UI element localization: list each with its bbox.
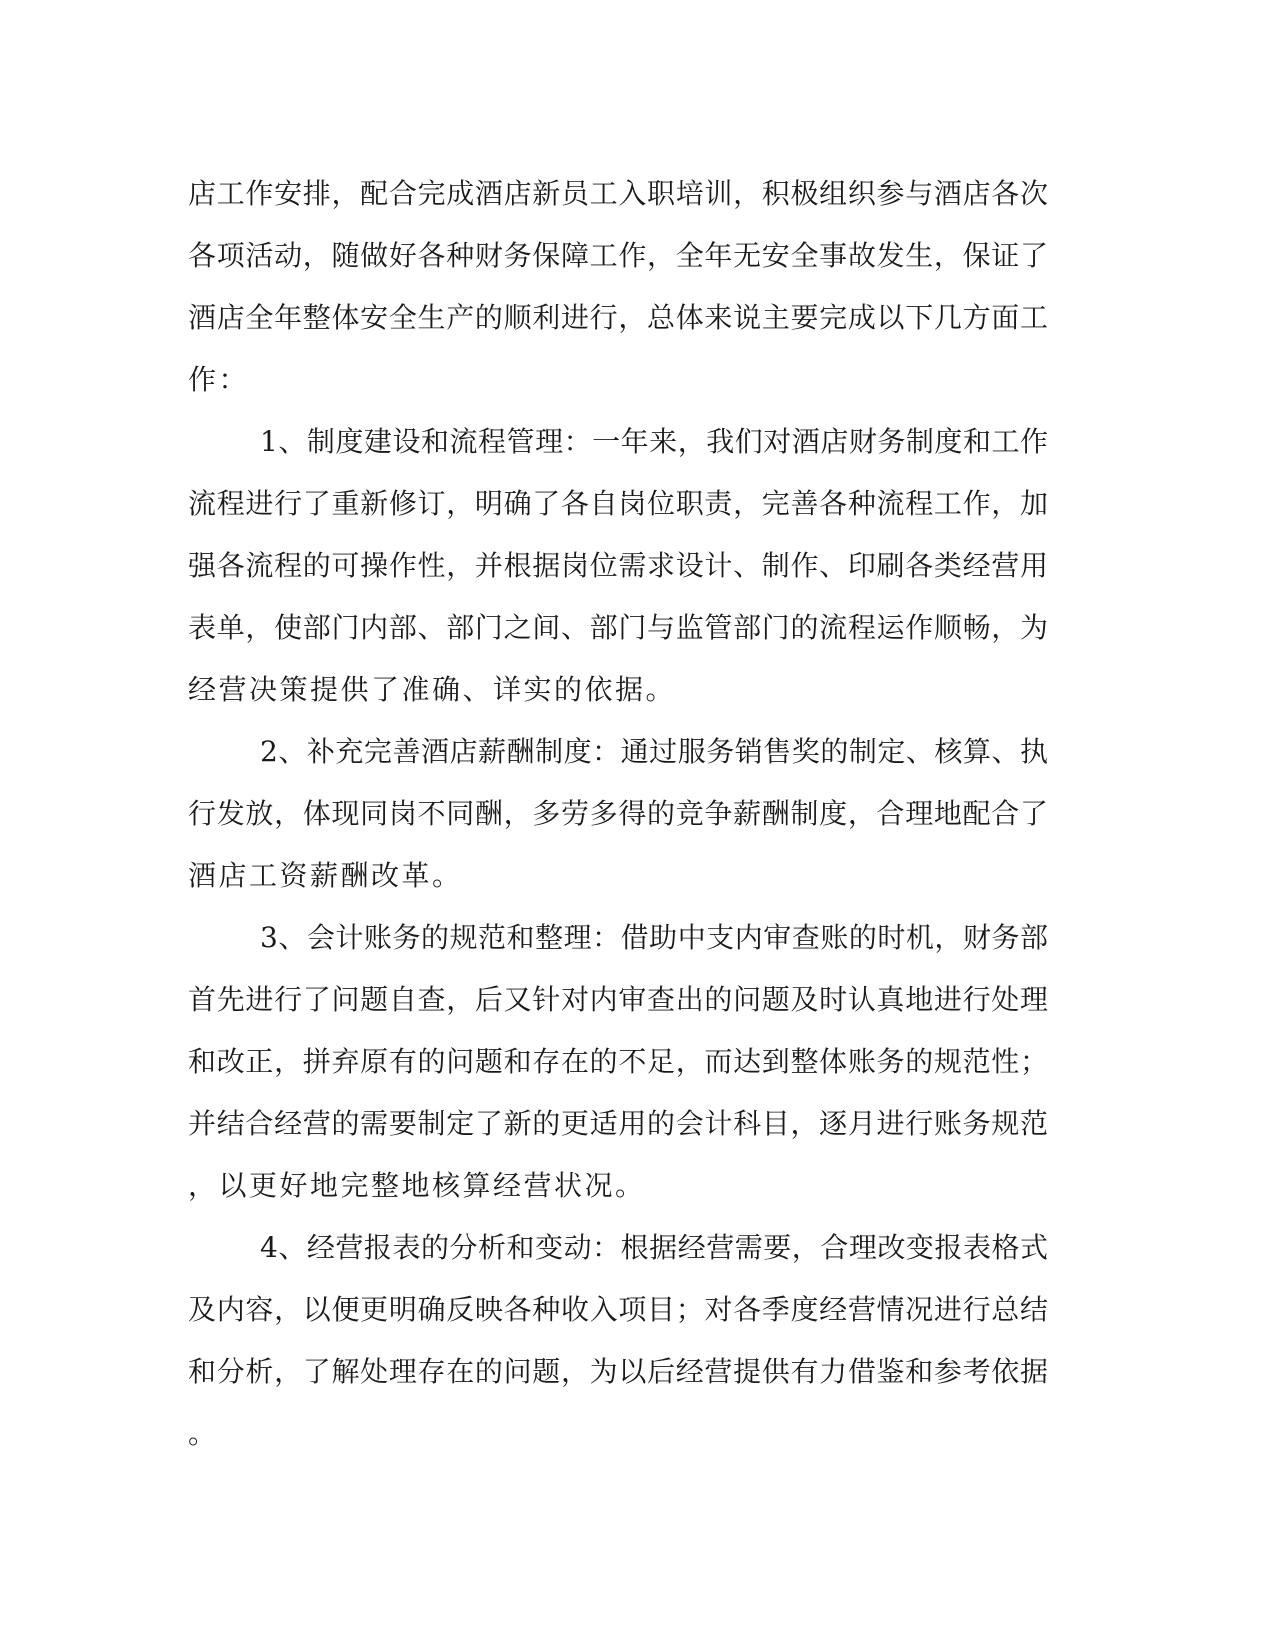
text-line: 首先进行了问题自查，后又针对内审查出的问题及时认真地进行处理: [188, 983, 1048, 1016]
text-line: 并结合经营的需要制定了新的更适用的会计科目，逐月进行账务规范: [188, 1107, 1048, 1140]
text-line: 流程进行了重新修订，明确了各自岗位职责，完善各种流程工作，加: [188, 487, 1048, 520]
paragraph-intro: [188, 163, 1048, 411]
text-line: 3、会计账务的规范和整理：借助中支内审查账的时机，财务部: [260, 921, 1048, 954]
text-line: 酒店全年整体安全生产的顺利进行，总体来说主要完成以下几方面工: [188, 301, 1048, 334]
text-line: 强各流程的可操作性，并根据岗位需求设计、制作、印刷各类经营用: [188, 549, 1048, 582]
text-line: 各项活动，随做好各种财务保障工作，全年无安全事故发生，保证了: [188, 239, 1048, 272]
text-line: 和分析，了解处理存在的问题，为以后经营提供有力借鉴和参考依据: [188, 1355, 1048, 1388]
text-line: 酒店工资薪酬改革。: [188, 859, 463, 892]
paragraph-item-2: [188, 721, 1048, 907]
text-line: 店工作安排，配合完成酒店新员工入职培训，积极组织参与酒店各次: [188, 177, 1048, 210]
text-line: ，以更好地完整地核算经营状况。: [188, 1169, 646, 1202]
text-line: 1、制度建设和流程管理：一年来，我们对酒店财务制度和工作: [260, 425, 1048, 458]
text-line: 行发放，体现同岗不同酬，多劳多得的竞争薪酬制度，合理地配合了: [188, 797, 1048, 830]
text-line: 4、经营报表的分析和变动：根据经营需要，合理改变报表格式: [260, 1231, 1048, 1264]
document-body: [188, 163, 1048, 1465]
text-line: 及内容，以便更明确反映各种收入项目；对各季度经营情况进行总结: [188, 1293, 1048, 1326]
text-line: 经营决策提供了准确、详实的依据。: [188, 673, 677, 706]
text-line: 。: [188, 1417, 219, 1450]
paragraph-item-1: [188, 411, 1048, 721]
text-line: 作：: [188, 363, 250, 396]
paragraph-item-3: [188, 907, 1048, 1217]
paragraph-item-4: [188, 1217, 1048, 1465]
text-line: 表单，使部门内部、部门之间、部门与监管部门的流程运作顺畅，为: [188, 611, 1048, 644]
text-line: 2、补充完善酒店薪酬制度：通过服务销售奖的制定、核算、执: [260, 735, 1048, 768]
text-line: 和改正，拼弃原有的问题和存在的不足，而达到整体账务的规范性；: [188, 1045, 1048, 1078]
